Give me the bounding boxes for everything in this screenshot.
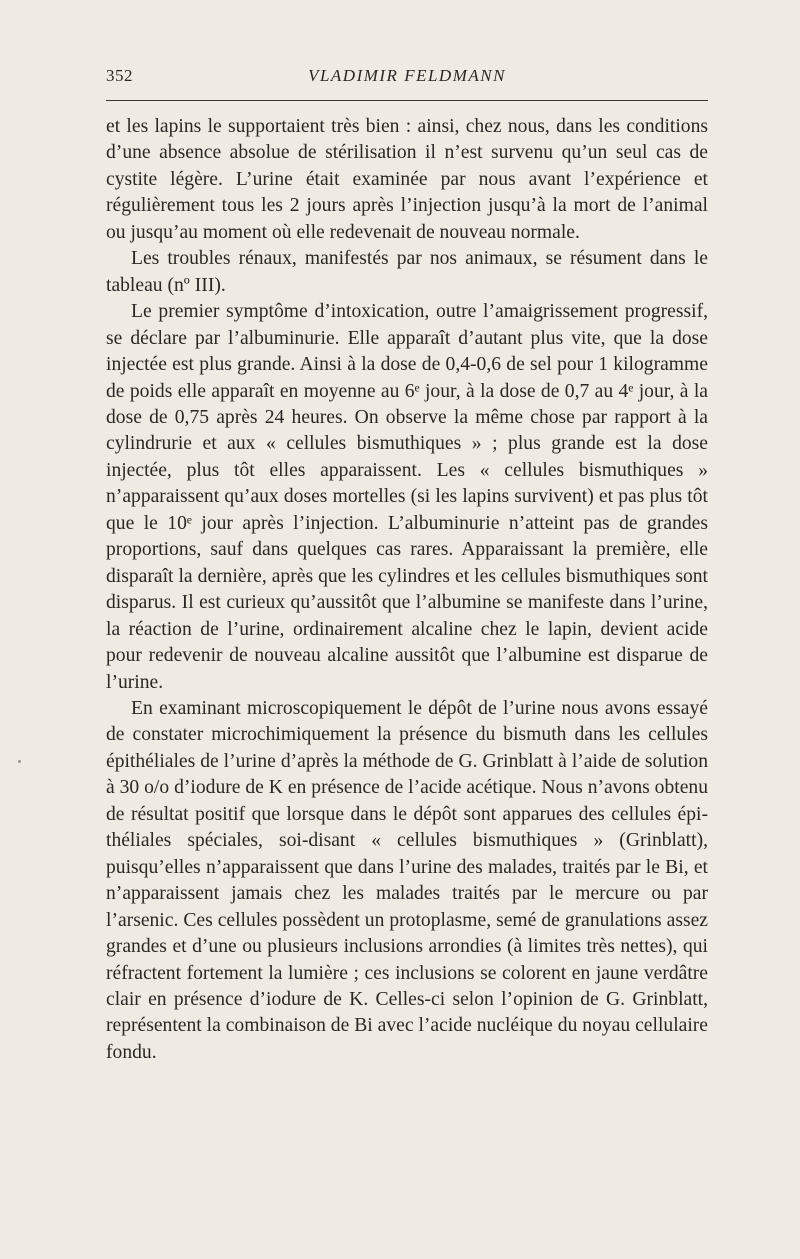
- body-text: [106, 114, 708, 1066]
- paragraph-2: Les troubles rénaux, manifestés par nos animaux, se résument dans le tableau (nº III).: [106, 248, 708, 296]
- margin-speck: [18, 760, 21, 763]
- header-rule: [106, 100, 708, 101]
- paragraph-3: Le premier symptôme d’intoxication, outre l’amaigrissement progressif, se déclare par l’albuminurie. Elle apparaît d’autant plus vite, que la dose injectée est plus grande. Ainsi à la dose de 0,4-0,6 de sel pour 1 kilogramme de poids elle apparaît en moyenne au 6ᵉ jour, à la dose de 0,7 au 4ᵉ jour, à la dose de 0,75 après 24 heures. On observe la même chose par rapport à la cylindrurie et aux « cellules bismuthiques » ; plus grande est la dose injectée, plus tôt elles apparaissent. Les « cellules bismuthiques » n’apparaissent qu’aux doses mortelles (si les lapins survivent) et pas plus tôt que le 10ᵉ jour après l’injection. L’albuminurie n’atteint pas de grandes proportions, sauf dans quelques cas rares. Apparaissant la première, elle disparaît la dernière, après que les cylindres et les cellules bismuthiques sont disparus. Il est curieux qu’aussitôt que l’albumine se manifeste dans l’urine, la réaction de l’urine, ordinairement alcaline chez le lapin, devient acide pour redevenir de nouveau alcaline aussitôt que l’albumine est disparue de l’urine.: [106, 301, 708, 693]
- running-title: VLADIMIR FELDMANN: [308, 66, 506, 85]
- page-header: [106, 66, 708, 92]
- paragraph-4: En examinant microscopiquement le dépôt de l’urine nous avons essayé de constater microchimiquement la présence du bismuth dans les cellules épithéliales de l’urine d’après la méthode de G. Grinblatt à l’aide de solution à 30 o/o d’iodure de K en présence de l’acide acétique. Nous n’avons obtenu de résultat positif que lorsque dans le dépôt sont apparues des cellules épithéliales spéciales, soi-disant « cellules bismuthiques » (Grinblatt), puisqu’elles n’apparaissent que dans l’urine des malades, traités par le Bi, et n’apparaissent jamais chez les malades traités par le mercure ou par l’arsenic. Ces cellules possèdent un protoplasme, semé de granulations assez grandes et d’une ou plusieurs inclusions arrondies (à limites très nettes), qui réfractent fortement la lumière ; ces inclusions se colorent en jaune verdâtre clair en présence d’iodure de K. Celles-ci selon l’opinion de G. Grinblatt, représentent la combinaison de Bi avec l’acide nucléique du noyau cellulaire fondu.: [106, 697, 708, 1063]
- paragraph-1: et les lapins le supportaient très bien : ainsi, chez nous, dans les conditions d’une absence absolue de stérilisation il n’est survenu qu’un seul cas de cystite légère. L’urine était examinée par nous avant l’expérience et régulièrement tous les 2 jours après l’injection jusqu’à la mort de l’animal ou jusqu’au moment où elle redevenait de nouveau normale.: [106, 116, 708, 243]
- page-number: 352: [106, 66, 133, 85]
